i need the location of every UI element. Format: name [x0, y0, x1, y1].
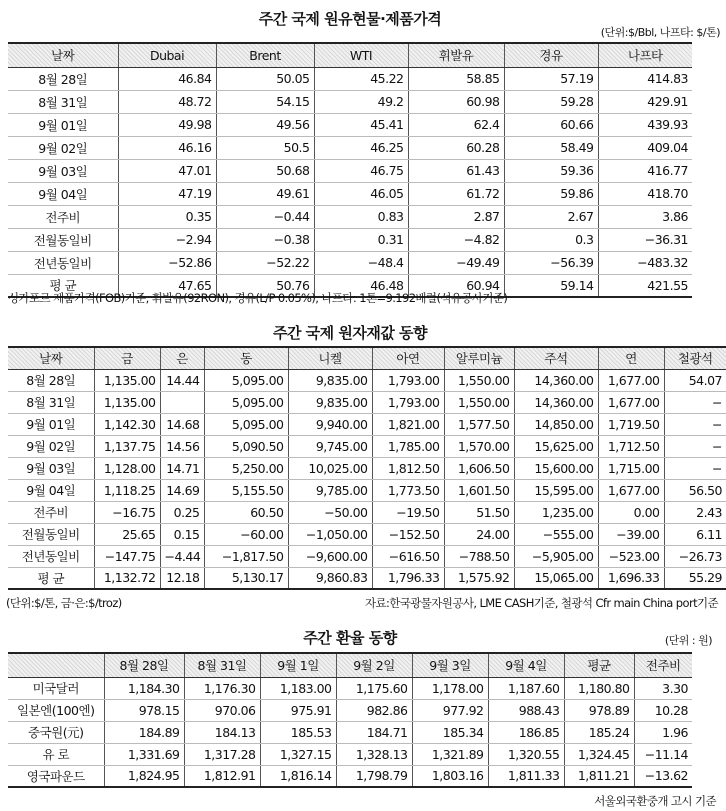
table-cell: 1,132.72 — [94, 567, 160, 589]
column-header: 연 — [598, 347, 664, 369]
table-cell: −60.00 — [204, 523, 288, 545]
column-header: 아연 — [372, 347, 444, 369]
table-cell: 0.25 — [160, 501, 204, 523]
table-cell: 50.68 — [216, 159, 314, 182]
table-cell: 14.68 — [160, 413, 204, 435]
table-cell: −48.4 — [314, 251, 408, 274]
table-cell: 982.86 — [336, 699, 412, 721]
table-cell: 60.66 — [504, 113, 598, 136]
table-cell: 0.83 — [314, 205, 408, 228]
table-cell: 15,600.00 — [514, 457, 598, 479]
table-cell: 1,785.00 — [372, 435, 444, 457]
table-cell: 15,595.00 — [514, 479, 598, 501]
column-header: 전주비 — [634, 653, 692, 677]
table-cell: 0.35 — [118, 205, 216, 228]
table-cell: 1,821.00 — [372, 413, 444, 435]
table-cell: 58.85 — [408, 67, 504, 90]
table-cell: 186.85 — [488, 721, 564, 743]
row-label: 9월 02일 — [8, 136, 118, 159]
table-cell: 1,321.89 — [412, 743, 488, 765]
table-cell: 50.05 — [216, 67, 314, 90]
table-cell: 60.94 — [408, 274, 504, 297]
table-cell: 0.00 — [598, 501, 664, 523]
table-row — [8, 413, 726, 435]
table-cell: 3.86 — [598, 205, 692, 228]
table-cell: 54.15 — [216, 90, 314, 113]
column-header: Brent — [216, 43, 314, 67]
table-cell: 14,360.00 — [514, 391, 598, 413]
table-cell: 1,696.33 — [598, 567, 664, 589]
row-label: 평 균 — [37, 570, 65, 586]
table-row — [8, 391, 726, 413]
row-label: 일본엔(100엔) — [8, 699, 104, 721]
column-header: 휘발유 — [408, 43, 504, 67]
table-cell: 59.14 — [504, 274, 598, 297]
table-cell: −2.94 — [118, 228, 216, 251]
table-cell: 3.30 — [634, 677, 692, 699]
table-row — [8, 228, 692, 251]
table-cell: 57.19 — [504, 67, 598, 90]
row-label: 8월 28일 — [8, 369, 94, 391]
table-cell: 1,793.00 — [372, 369, 444, 391]
table-cell: 5,130.17 — [204, 567, 288, 589]
table-row — [8, 743, 692, 765]
oil-section-title: 주간 국제 원유현물·제품가격 — [258, 10, 442, 28]
table-cell: 47.65 — [118, 274, 216, 297]
column-header: 날짜 — [8, 43, 118, 67]
table-cell: 1,677.00 — [598, 369, 664, 391]
table-cell: 1,803.16 — [412, 765, 488, 787]
table-cell: 50.5 — [216, 136, 314, 159]
table-row — [8, 435, 726, 457]
table-cell: 1,570.00 — [444, 435, 514, 457]
table-cell: − — [664, 391, 726, 413]
column-header: 9월 2일 — [336, 653, 412, 677]
table-row — [8, 67, 692, 90]
table-row — [8, 501, 726, 523]
table-cell: 1,187.60 — [488, 677, 564, 699]
row-label: 전월동일비 — [8, 228, 118, 251]
table-cell: 1,811.33 — [488, 765, 564, 787]
table-cell: 45.41 — [314, 113, 408, 136]
oil-price-table — [8, 42, 692, 298]
table-cell: 1,327.15 — [260, 743, 336, 765]
column-header: 경유 — [504, 43, 598, 67]
column-header: 철광석 — [664, 347, 726, 369]
table-cell: 1,118.25 — [94, 479, 160, 501]
metal-price-table — [8, 346, 726, 590]
row-label: 전주비 — [8, 205, 118, 228]
table-cell: −56.39 — [504, 251, 598, 274]
table-cell: 1,137.75 — [94, 435, 160, 457]
table-row — [8, 90, 692, 113]
table-cell: 978.89 — [564, 699, 634, 721]
table-cell: 1,317.28 — [184, 743, 260, 765]
table-cell: 185.34 — [412, 721, 488, 743]
table-cell: −39.00 — [598, 523, 664, 545]
table-cell: 49.56 — [216, 113, 314, 136]
table-row — [8, 182, 692, 205]
column-header: 주석 — [514, 347, 598, 369]
table-cell: 47.19 — [118, 182, 216, 205]
table-cell: 1,135.00 — [94, 391, 160, 413]
table-cell: 978.15 — [104, 699, 184, 721]
table-cell: 51.50 — [444, 501, 514, 523]
table-row — [8, 699, 692, 721]
table-cell: 414.83 — [598, 67, 692, 90]
table-cell: 1,677.00 — [598, 479, 664, 501]
table-cell: 46.25 — [314, 136, 408, 159]
row-label: 8월 31일 — [8, 90, 118, 113]
table-cell: 9,785.00 — [288, 479, 372, 501]
table-cell: 60.50 — [204, 501, 288, 523]
table-cell: 1,824.95 — [104, 765, 184, 787]
table-cell: 54.07 — [664, 369, 726, 391]
table-cell: 6.11 — [664, 523, 726, 545]
table-cell: 60.98 — [408, 90, 504, 113]
table-cell: 1,796.33 — [372, 567, 444, 589]
row-label: 영국파운드 — [26, 768, 85, 784]
table-cell: 1,812.50 — [372, 457, 444, 479]
table-cell: 1,331.69 — [104, 743, 184, 765]
table-cell: 1,176.30 — [184, 677, 260, 699]
table-cell: 1,719.50 — [598, 413, 664, 435]
table-cell: −152.50 — [372, 523, 444, 545]
table-cell: 50.76 — [216, 274, 314, 297]
metal-unit-note: (단위:$/톤, 금·은:$/troz) — [6, 596, 122, 610]
table-cell: 1,606.50 — [444, 457, 514, 479]
table-cell: 9,940.00 — [288, 413, 372, 435]
table-cell: 421.55 — [598, 274, 692, 297]
table-cell: 15,065.00 — [514, 567, 598, 589]
table-cell: − — [664, 413, 726, 435]
table-row — [8, 479, 726, 501]
fx-unit-note: (단위 : 원) — [664, 634, 712, 647]
column-header: Dubai — [118, 43, 216, 67]
table-cell: −36.31 — [598, 228, 692, 251]
table-cell: 46.05 — [314, 182, 408, 205]
table-cell: − — [664, 435, 726, 457]
table-cell: 0.15 — [160, 523, 204, 545]
table-cell: 1,577.50 — [444, 413, 514, 435]
table-cell: 0.31 — [314, 228, 408, 251]
table-cell: 60.28 — [408, 136, 504, 159]
metal-section-title: 주간 국제 원자재값 동향 — [272, 324, 428, 342]
table-cell: −11.14 — [634, 743, 692, 765]
table-cell: −0.38 — [216, 228, 314, 251]
table-cell: −5,905.00 — [514, 545, 598, 567]
table-cell: 1,320.55 — [488, 743, 564, 765]
table-cell: 1,715.00 — [598, 457, 664, 479]
table-cell: −13.62 — [634, 765, 692, 787]
table-cell: 416.77 — [598, 159, 692, 182]
table-cell: −1,817.50 — [204, 545, 288, 567]
table-cell: −788.50 — [444, 545, 514, 567]
column-header: 평균 — [564, 653, 634, 677]
table-cell: 1,128.00 — [94, 457, 160, 479]
table-cell: −4.44 — [160, 545, 204, 567]
table-cell: 56.50 — [664, 479, 726, 501]
row-label: 전주비 — [8, 501, 94, 523]
row-label: 8월 28일 — [8, 67, 118, 90]
table-cell: 1,575.92 — [444, 567, 514, 589]
column-header: 8월 31일 — [184, 653, 260, 677]
table-row — [8, 136, 692, 159]
row-label: 전년동일비 — [8, 545, 94, 567]
row-label: 9월 04일 — [8, 182, 118, 205]
table-cell: 988.43 — [488, 699, 564, 721]
table-cell: − — [664, 457, 726, 479]
table-cell: −616.50 — [372, 545, 444, 567]
table-cell: 2.43 — [664, 501, 726, 523]
column-header: 은 — [160, 347, 204, 369]
table-cell: 9,835.00 — [288, 369, 372, 391]
table-cell: −52.86 — [118, 251, 216, 274]
row-label: 9월 03일 — [8, 457, 94, 479]
column-header: 알루미늄 — [444, 347, 514, 369]
table-cell: 55.29 — [664, 567, 726, 589]
table-cell: 0.3 — [504, 228, 598, 251]
table-cell: 46.16 — [118, 136, 216, 159]
table-cell: 185.53 — [260, 721, 336, 743]
metal-source-note: 자료:한국광물자원공사, LME CASH기준, 철광석 Cfr main China port기준 — [364, 596, 718, 610]
table-cell: 24.00 — [444, 523, 514, 545]
table-cell — [160, 391, 204, 413]
table-cell: −483.32 — [598, 251, 692, 274]
table-cell: 1,798.79 — [336, 765, 412, 787]
column-header: 날짜 — [8, 347, 94, 369]
table-cell: 10.28 — [634, 699, 692, 721]
fx-source-note: 서울외국환중개 고시 기준 — [594, 794, 716, 808]
table-cell: 1,175.60 — [336, 677, 412, 699]
table-cell: 970.06 — [184, 699, 260, 721]
table-cell: 25.65 — [94, 523, 160, 545]
row-label: 유 로 — [8, 743, 104, 765]
table-cell: 9,835.00 — [288, 391, 372, 413]
table-cell: 2.87 — [408, 205, 504, 228]
column-header: 나프타 — [598, 43, 692, 67]
table-cell: 5,095.00 — [204, 413, 288, 435]
table-row — [8, 765, 692, 787]
table-cell: 49.98 — [118, 113, 216, 136]
column-header: 8월 28일 — [104, 653, 184, 677]
row-label: 전년동일비 — [8, 251, 118, 274]
table-cell: 12.18 — [160, 567, 204, 589]
table-cell: 62.4 — [408, 113, 504, 136]
table-cell: −523.00 — [598, 545, 664, 567]
column-header — [8, 653, 104, 677]
table-cell: 1,793.00 — [372, 391, 444, 413]
table-cell: 1,183.00 — [260, 677, 336, 699]
column-header: 9월 1일 — [260, 653, 336, 677]
table-cell: 1.96 — [634, 721, 692, 743]
row-label: 미국달러 — [8, 677, 104, 699]
table-row — [8, 369, 726, 391]
table-cell: 185.24 — [564, 721, 634, 743]
table-cell: 1,601.50 — [444, 479, 514, 501]
table-row — [8, 567, 726, 589]
table-cell: 1,180.80 — [564, 677, 634, 699]
table-cell: 2.67 — [504, 205, 598, 228]
table-cell: 1,812.91 — [184, 765, 260, 787]
column-header: 금 — [94, 347, 160, 369]
fx-rate-table — [8, 652, 692, 788]
table-cell: 47.01 — [118, 159, 216, 182]
table-cell: 409.04 — [598, 136, 692, 159]
row-label: 9월 01일 — [8, 113, 118, 136]
table-cell: 5,095.00 — [204, 369, 288, 391]
table-cell: 5,155.50 — [204, 479, 288, 501]
table-cell: 59.36 — [504, 159, 598, 182]
table-cell: 1,178.00 — [412, 677, 488, 699]
table-cell: 49.61 — [216, 182, 314, 205]
oil-footnote: 싱가포르 제품가격(FOB)기준, 휘발유(92RON), 경유(L/P 0.05%), 나프타: 1톤=9.192배럴(석유공사기준) — [8, 291, 508, 305]
table-cell: −1,050.00 — [288, 523, 372, 545]
table-cell: −26.73 — [664, 545, 726, 567]
table-cell: 14,850.00 — [514, 413, 598, 435]
table-row — [8, 205, 692, 228]
table-cell: 184.71 — [336, 721, 412, 743]
table-cell: 14.69 — [160, 479, 204, 501]
fx-section-title: 주간 환율 동향 — [303, 629, 397, 647]
table-cell: 61.43 — [408, 159, 504, 182]
table-cell: 429.91 — [598, 90, 692, 113]
table-cell: 5,250.00 — [204, 457, 288, 479]
table-row — [8, 677, 692, 699]
column-header: 니켈 — [288, 347, 372, 369]
table-cell: 14.71 — [160, 457, 204, 479]
table-cell: 1,550.00 — [444, 369, 514, 391]
table-cell: 184.89 — [104, 721, 184, 743]
table-cell: 1,324.45 — [564, 743, 634, 765]
row-label: 평 균 — [49, 278, 77, 294]
table-cell: 46.75 — [314, 159, 408, 182]
table-cell: 5,095.00 — [204, 391, 288, 413]
table-row — [8, 523, 726, 545]
table-cell: 9,745.00 — [288, 435, 372, 457]
table-cell: −52.22 — [216, 251, 314, 274]
row-label: 전월동일비 — [8, 523, 94, 545]
table-cell: 58.49 — [504, 136, 598, 159]
table-row — [8, 721, 692, 743]
table-cell: 46.84 — [118, 67, 216, 90]
table-cell: 1,184.30 — [104, 677, 184, 699]
table-cell: 14.56 — [160, 435, 204, 457]
table-cell: 61.72 — [408, 182, 504, 205]
table-cell: 14.44 — [160, 369, 204, 391]
table-cell: 15,625.00 — [514, 435, 598, 457]
table-cell: 1,773.50 — [372, 479, 444, 501]
table-row — [8, 159, 692, 182]
table-row — [8, 457, 726, 479]
table-cell: 418.70 — [598, 182, 692, 205]
table-cell: 1,550.00 — [444, 391, 514, 413]
table-cell: 5,090.50 — [204, 435, 288, 457]
table-cell: 10,025.00 — [288, 457, 372, 479]
row-label: 9월 03일 — [8, 159, 118, 182]
table-cell: 1,142.30 — [94, 413, 160, 435]
row-label: 9월 02일 — [8, 435, 94, 457]
table-cell: −16.75 — [94, 501, 160, 523]
table-cell: 1,677.00 — [598, 391, 664, 413]
table-row — [8, 545, 726, 567]
table-cell: 45.22 — [314, 67, 408, 90]
table-cell: 9,860.83 — [288, 567, 372, 589]
table-cell: 59.28 — [504, 90, 598, 113]
table-cell: −19.50 — [372, 501, 444, 523]
table-cell: −0.44 — [216, 205, 314, 228]
column-header: WTI — [314, 43, 408, 67]
table-row — [8, 113, 692, 136]
table-cell: 1,712.50 — [598, 435, 664, 457]
column-header: 9월 3일 — [412, 653, 488, 677]
table-cell: 977.92 — [412, 699, 488, 721]
table-cell: 1,816.14 — [260, 765, 336, 787]
table-cell: 975.91 — [260, 699, 336, 721]
table-cell: 46.48 — [314, 274, 408, 297]
table-cell: 14,360.00 — [514, 369, 598, 391]
column-header: 9월 4일 — [488, 653, 564, 677]
table-cell: −49.49 — [408, 251, 504, 274]
table-cell: −4.82 — [408, 228, 504, 251]
table-cell: 48.72 — [118, 90, 216, 113]
row-label: 중국원(元) — [8, 721, 104, 743]
table-cell: −555.00 — [514, 523, 598, 545]
table-cell: 439.93 — [598, 113, 692, 136]
table-row — [8, 251, 692, 274]
table-cell: 59.86 — [504, 182, 598, 205]
table-cell: 1,811.21 — [564, 765, 634, 787]
table-cell: 184.13 — [184, 721, 260, 743]
table-cell: −147.75 — [94, 545, 160, 567]
table-cell: −50.00 — [288, 501, 372, 523]
oil-unit-note: (단위:$/Bbl, 나프타: $/톤) — [600, 26, 720, 39]
table-cell: 1,235.00 — [514, 501, 598, 523]
table-cell: 1,135.00 — [94, 369, 160, 391]
table-cell: −9,600.00 — [288, 545, 372, 567]
table-cell: 1,328.13 — [336, 743, 412, 765]
table-cell: 49.2 — [314, 90, 408, 113]
row-label: 9월 04일 — [8, 479, 94, 501]
row-label: 9월 01일 — [8, 413, 94, 435]
row-label: 8월 31일 — [8, 391, 94, 413]
column-header: 동 — [204, 347, 288, 369]
